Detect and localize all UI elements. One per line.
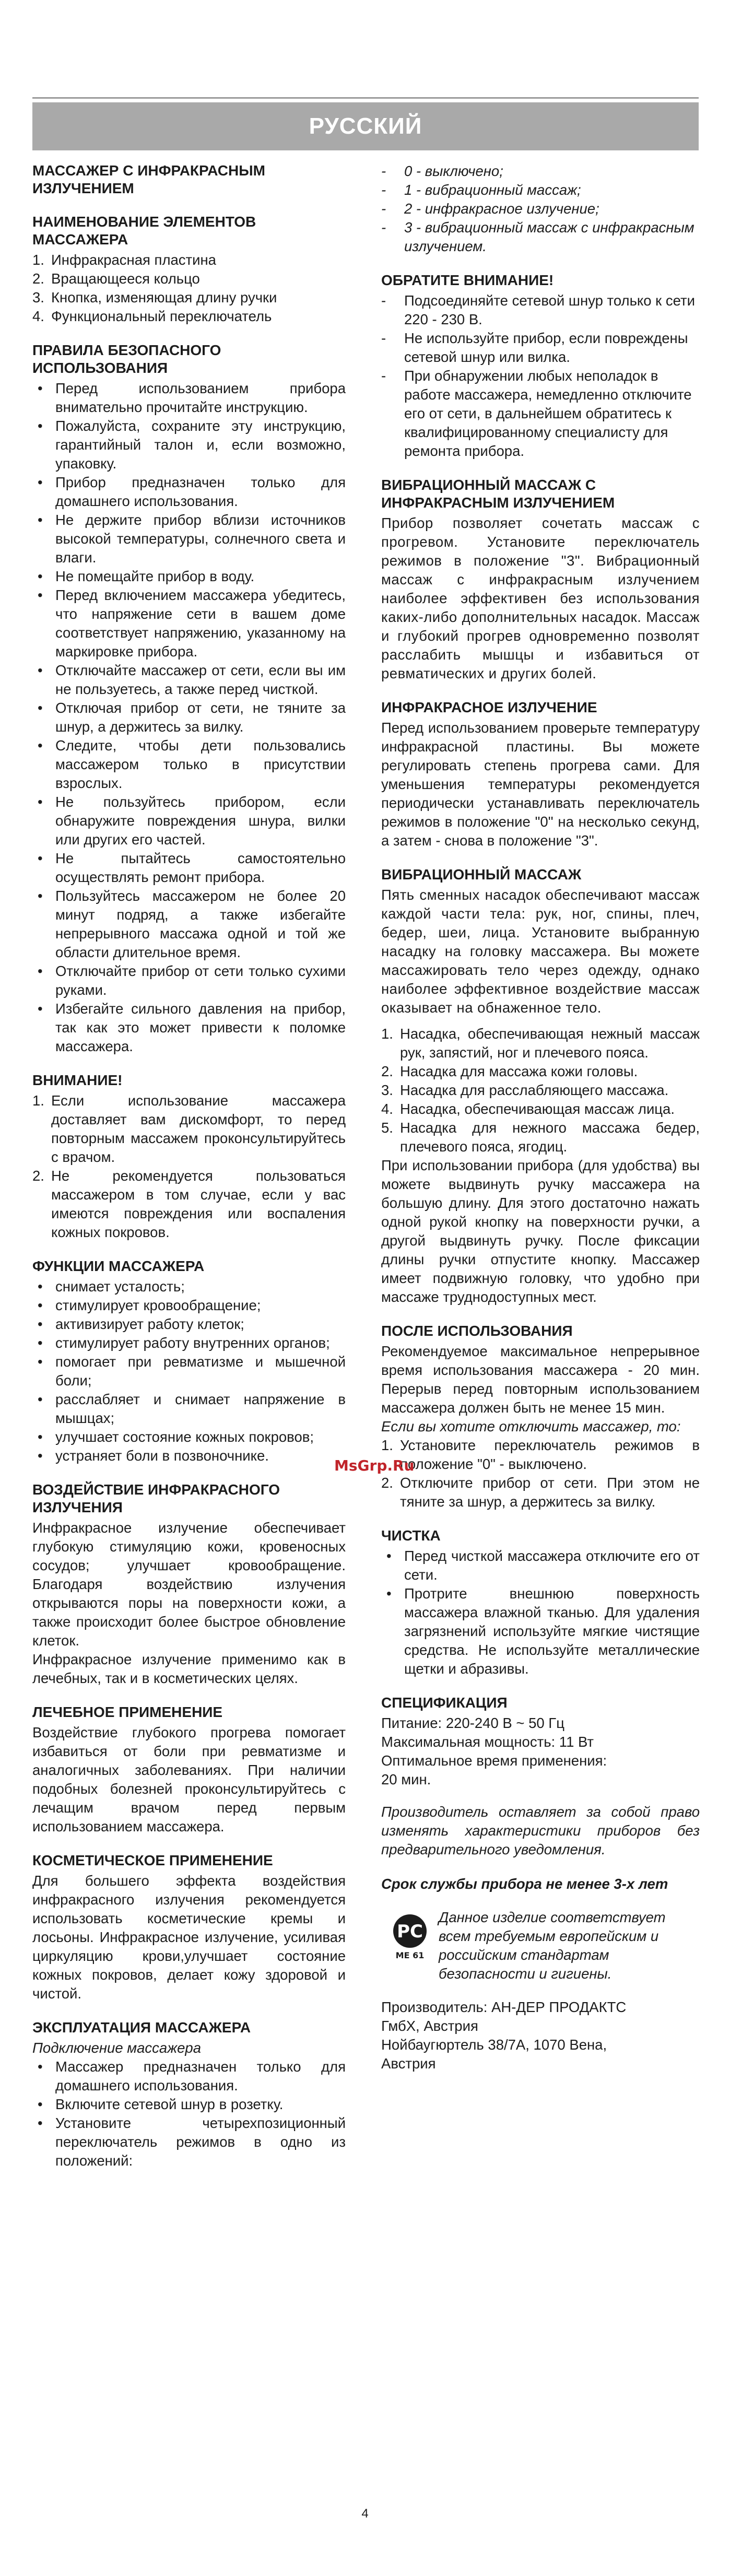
vib-title: ВИБРАЦИОННЫЙ МАССАЖ — [381, 866, 582, 883]
list-item: 2. Отключите прибор от сети. При этом не тяните за шнур, а держитесь за вилку. — [381, 1475, 700, 1510]
manufacturer-line: Нойбаугюртель 38/7А, 1070 Вена, — [381, 2037, 607, 2053]
cosmetic-title: КОСМЕТИЧЕСКОЕ ПРИМЕНЕНИЕ — [32, 1852, 273, 1868]
list-item: - 1 - вибрационный массаж; — [381, 182, 581, 198]
medical-text: Воздействие глубокого прогрева помогает избавиться от боли при ревматизме и аналогичных заболеваниях. При наличии подобных болезней проконсультируйтесь с лечащим врачом перед первым использованием массажера. — [32, 1724, 346, 1834]
list-item: - 3 - вибрационный массаж с инфракрасным излучением. — [381, 219, 694, 254]
list-item: 2. Не рекомендуется пользоваться массажером в том случае, если у вас имеются повреждения или воспаления кожных покровов. — [32, 1168, 346, 1240]
infrared-effect-text: Инфракрасное излучение обеспечивает глубокую стимуляцию кожи, кровеносных сосудов; улучшает кровообращение. Благодаря воздействию излучения открываются поры на поверхности кожи, а также происходит более быстрое обновление клеток. — [32, 1520, 346, 1649]
right-column — [381, 157, 700, 2073]
ir-text: Перед использованием проверьте температуру инфракрасной пластины. Вы можете регулировать степень прогрева сами. Для уменьшения температуры рекомендуется периодически устанавливать переключатель режимов в положение "0" на несколько секунд, а затем - снова в положение "3". — [381, 720, 700, 849]
list-item: 1. Установите переключатель режимов в положение "0" - выключено. — [381, 1437, 700, 1472]
handle-text: При использовании прибора (для удобства) вы можете выдвинуть ручку массажера на большую длину. Для этого достаточно нажать одной рукой кнопку на поверхности ручки, а другой выдвинуть ручку. После фиксации длины ручки отпустите кнопку. Массажер имеет подвижную головку, что удобно при массаже труднодоступных мест. — [381, 1157, 700, 1305]
after-italic: Если вы хотите отключить массажер, то: — [381, 1418, 681, 1434]
vib-ir-title: ВИБРАЦИОННЫЙ МАССАЖ С ИНФРАКРАСНЫМ ИЗЛУЧЕНИЕМ — [381, 477, 615, 511]
list-item: - 2 - инфракрасное излучение; — [381, 201, 599, 217]
vib-text: Пять сменных насадок обеспечивают массаж каждой части тела: рук, ног, спины, плеч, бедер, шеи, лица. Установите выбранную насадку на головку массажера. Вы можете массажировать тело через одежду, однако наиболее эффективное воздействие массаж оказывает на обнаженное тело. — [381, 887, 700, 1016]
cleaning-list — [381, 1547, 700, 1678]
certification — [381, 1908, 700, 1983]
list-item: 2. Вращающееся кольцо — [32, 270, 200, 287]
watermark: MsGrp.Ru — [334, 1457, 415, 1474]
cosmetic-text: Для большего эффекта воздействия инфракрасного излучения рекомендуется использовать косметические кремы и лосьоны. Инфракрасное излучение, усиливая циркуляцию крови,улучшает состояние кожных покровов, делает кожу здоровой и чистой. — [32, 1873, 346, 2002]
list-item: • расслабляет и снимает напряжение в мышцах; — [38, 1391, 346, 1426]
top-rule — [32, 97, 699, 99]
list-item: • Включите сетевой шнур в розетку. — [38, 2096, 284, 2112]
list-item: • помогает при ревматизме и мышечной боли; — [38, 1354, 346, 1389]
list-item: • Отключайте прибор от сети только сухими руками. — [38, 963, 346, 998]
manufacturer-line: Австрия — [381, 2055, 436, 2072]
list-item: • Отключая прибор от сети, не тяните за шнур, а держитесь за вилку. — [38, 700, 346, 735]
list-item: • Не помещайте прибор в воду. — [38, 568, 255, 584]
operation-title: ЭКСПЛУАТАЦИЯ МАССАЖЕРА — [32, 2019, 251, 2036]
attention-list — [32, 1091, 346, 1242]
parts-title: НАИМЕНОВАНИЕ ЭЛЕМЕНТОВ МАССАЖЕРА — [32, 214, 256, 248]
attachments-list — [381, 1025, 700, 1156]
left-column — [32, 157, 346, 2170]
infrared-effect-title: ВОЗДЕЙСТВИЕ ИНФРАКРАСНОГО ИЗЛУЧЕНИЯ — [32, 1481, 280, 1515]
list-item: • Избегайте сильного давления на прибор, так как это может привести к поломке массажера. — [38, 1001, 346, 1054]
after-list — [381, 1436, 700, 1511]
list-item: 3. Кнопка, изменяющая длину ручки — [32, 289, 277, 305]
list-item: • активизирует работу клеток; — [38, 1316, 244, 1332]
spec-line: Оптимальное время применения: — [381, 1752, 607, 1769]
list-item: • Пользуйтесь массажером не более 20 минут подряд, а также избегайте непрерывного массажа одной и той же области длительное время. — [38, 888, 346, 960]
list-item: 4. Насадка, обеспечивающая массаж лица. — [381, 1101, 675, 1117]
list-item: • устраняет боли в позвоночнике. — [38, 1448, 269, 1464]
disclaimer: Производитель оставляет за собой право изменять характеристики приборов без предварительного уведомления. — [381, 1804, 700, 1857]
attention-title: ВНИМАНИЕ! — [32, 1072, 123, 1088]
spec-line: 20 мин. — [381, 1771, 431, 1787]
list-item: • Протрите внешнюю поверхность массажера влажной тканью. Для удаления загрязнений используйте мягкие чистящие средства. Не используйте металлические щетки и абразивы. — [386, 1585, 700, 1677]
list-item: • Перед чисткой массажера отключите его от сети. — [386, 1548, 700, 1583]
logo-code: ME 61 — [395, 1950, 425, 1960]
list-item: • Следите, чтобы дети пользовались массажером только в присутствии взрослых. — [38, 737, 346, 791]
list-item: • Не держите прибор вблизи источников высокой температуры, солнечного света и влаги. — [38, 512, 346, 566]
list-item: • Не пользуйтесь прибором, если обнаружите повреждения шнура, вилки или других его частей. — [38, 794, 346, 848]
medical-title: ЛЕЧЕБНОЕ ПРИМЕНЕНИЕ — [32, 1704, 223, 1720]
page-number: 4 — [361, 2507, 369, 2521]
safety-title: ПРАВИЛА БЕЗОПАСНОГО ИСПОЛЬЗОВАНИЯ — [32, 342, 221, 376]
language-header — [32, 102, 699, 150]
list-item: 1. Инфракрасная пластина — [32, 252, 216, 268]
safety-list — [32, 379, 346, 1056]
cleaning-title: ЧИСТКА — [381, 1527, 441, 1544]
ir-title: ИНФРАКРАСНОЕ ИЗЛУЧЕНИЕ — [381, 699, 597, 715]
list-item: • улучшает состояние кожных покровов; — [38, 1429, 314, 1445]
product-title: МАССАЖЕР С ИНФРАКРАСНЫМ ИЗЛУЧЕНИЕМ — [32, 162, 265, 196]
service-life: Срок службы прибора не менее 3-х лет — [381, 1876, 668, 1892]
list-item: 1. Если использование массажера доставляет вам дискомфорт, то перед повторным массажем проконсультируйтесь с врачом. — [32, 1092, 346, 1165]
list-item: - 0 - выключено; — [381, 163, 503, 179]
functions-list — [32, 1277, 346, 1465]
functions-title: ФУНКЦИИ МАССАЖЕРА — [32, 1258, 205, 1274]
list-item: • Перед включением массажера убедитесь, что напряжение сети в вашем доме соответствует напряжению, указанному на маркировке прибора. — [38, 587, 346, 660]
list-item: • Перед использованием прибора внимательно прочитайте инструкцию. — [38, 380, 346, 415]
list-item: • стимулирует работу внутренних органов; — [38, 1335, 330, 1351]
infrared-effect-text-2: Инфракрасное излучение применимо как в лечебных, так и в косметических целях. — [32, 1651, 346, 1686]
modes-list — [381, 162, 700, 256]
parts-list — [32, 251, 346, 326]
rst-certification-icon — [381, 1908, 439, 1960]
list-item: • стимулирует кровообращение; — [38, 1297, 261, 1313]
list-item: - Подсоединяйте сетевой шнур только к сети 220 - 230 В. — [381, 292, 695, 327]
notice-title: ОБРАТИТЕ ВНИМАНИЕ! — [381, 272, 554, 288]
after-title: ПОСЛЕ ИСПОЛЬЗОВАНИЯ — [381, 1323, 573, 1339]
notice-list — [381, 291, 700, 461]
spec-title: СПЕЦИФИКАЦИЯ — [381, 1695, 508, 1711]
list-item: - Не используйте прибор, если повреждены сетевой шнур или вилка. — [381, 330, 688, 365]
manufacturer-line: Производитель: АН-ДЕР ПРОДАКТС — [381, 1999, 627, 2015]
spec-line: Питание: 220-240 В ~ 50 Гц — [381, 1715, 564, 1731]
list-item: 5. Насадка для нежного массажа бедер, плечевого пояса, ягодиц. — [381, 1120, 700, 1155]
list-item: 2. Насадка для массажа кожи головы. — [381, 1063, 638, 1079]
page-title: РУССКИЙ — [309, 113, 422, 139]
list-item: - При обнаружении любых неполадок в работе массажера, немедленно отключите его от сети, в дальнейшем обратитесь к квалифицированному специалисту для ремонта прибора. — [381, 368, 692, 459]
logo-text: PC — [397, 1921, 423, 1942]
list-item: 3. Насадка для расслабляющего массажа. — [381, 1082, 669, 1098]
manufacturer — [381, 1998, 700, 2073]
list-item: • снимает усталость; — [38, 1278, 185, 1295]
certification-text: Данное изделие соответствует всем требуемым европейским и российским стандартам безопасности и гигиены. — [439, 1909, 666, 1982]
operation-subtitle: Подключение массажера — [32, 2040, 201, 2056]
list-item: 4. Функциональный переключатель — [32, 308, 272, 324]
list-item: • Отключайте массажер от сети, если вы им не пользуетесь, а также перед чисткой. — [38, 662, 346, 697]
list-item: • Не пытайтесь самостоятельно осуществлять ремонт прибора. — [38, 850, 346, 885]
list-item: • Установите четырехпозиционный переключатель режимов в одно из положений: — [38, 2115, 346, 2169]
after-text: Рекомендуемое максимальное непрерывное время использования массажера - 20 мин. Перерыв перед повторным использованием массажера должен быть не менее 15 мин. — [381, 1343, 700, 1416]
list-item: • Пожалуйста, сохраните эту инструкцию, гарантийный талон и, если возможно, упаковку. — [38, 418, 346, 472]
vib-ir-text: Прибор позволяет сочетать массаж с прогревом. Установите переключатель режимов в положение "3". Вибрационный массаж с инфракрасным излучением наиболее эффективен без использования каких-либо дополнительных насадок. Массаж и глубокий прогрев одновременно позволят расслабить мышцы и избавиться от ревматических и других болей. — [381, 515, 700, 681]
operation-list — [32, 2057, 346, 2170]
manufacturer-line: ГмбХ, Австрия — [381, 2018, 478, 2034]
spec-line: Максимальная мощность: 11 Вт — [381, 1734, 594, 1750]
list-item: • Массажер предназначен только для домашнего использования. — [38, 2059, 346, 2093]
list-item: 1. Насадка, обеспечивающая нежный массаж рук, запястий, ног и плечевого пояса. — [381, 1026, 700, 1061]
list-item: • Прибор предназначен только для домашнего использования. — [38, 474, 346, 509]
